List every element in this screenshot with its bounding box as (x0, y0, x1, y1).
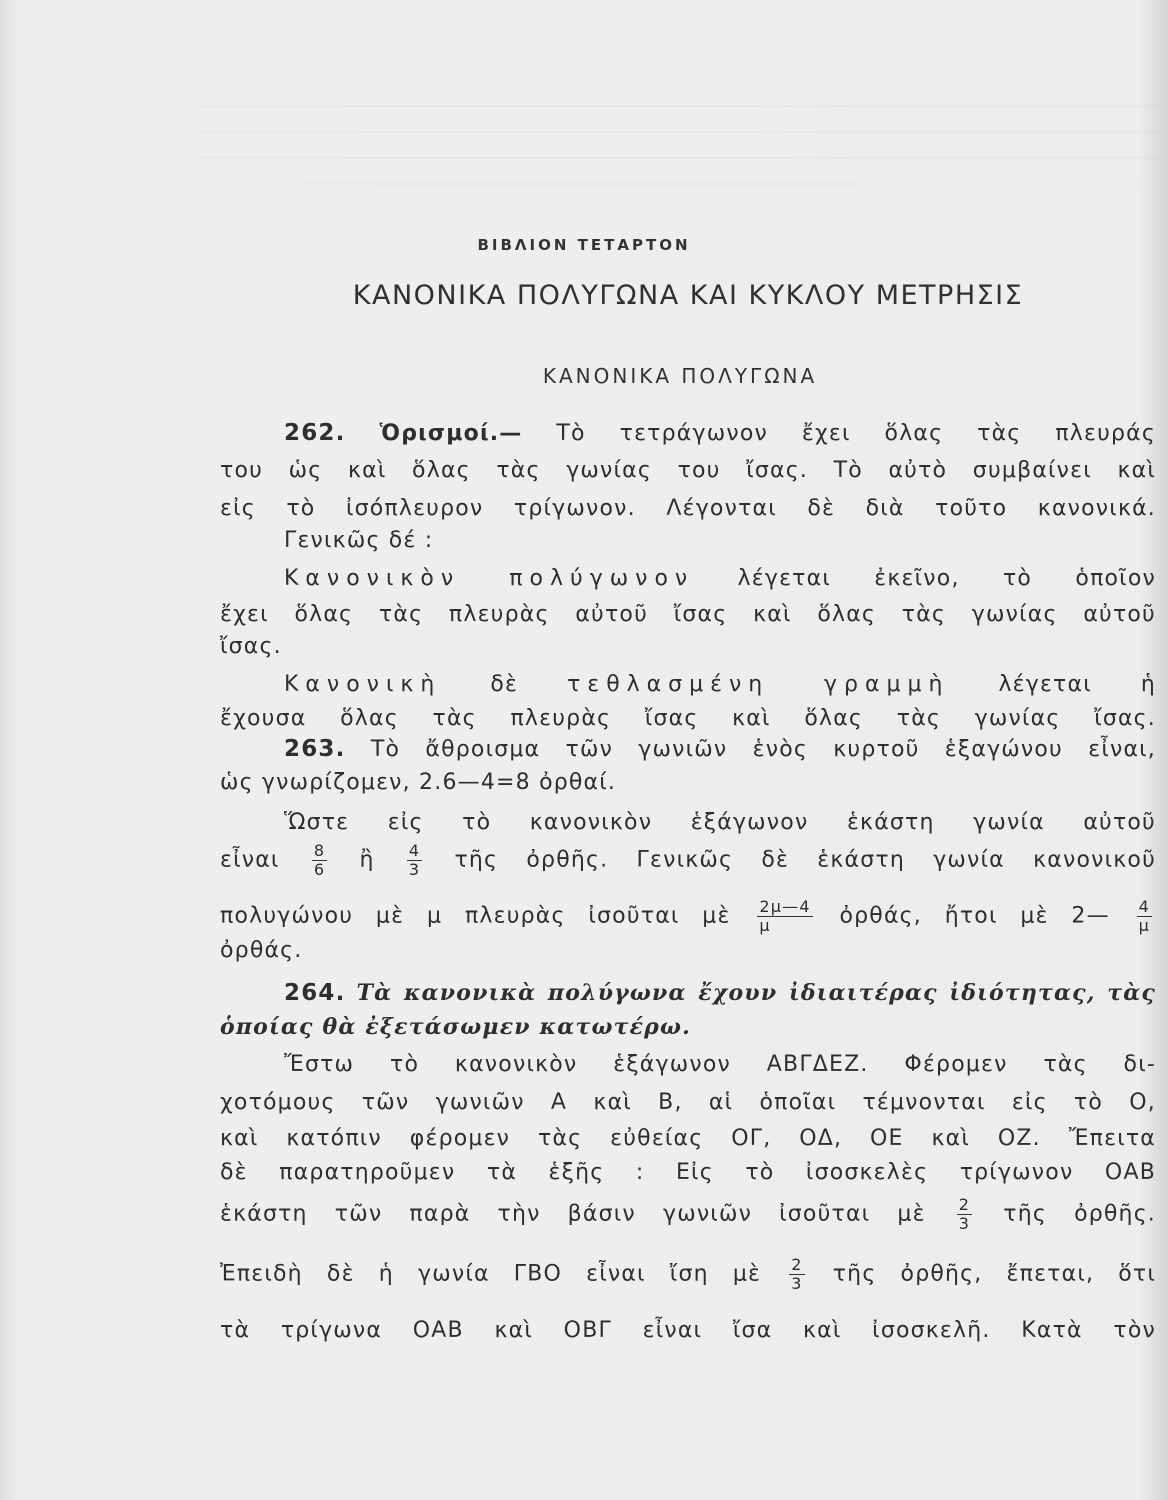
paragraph-264-line-1 (220, 978, 1156, 1009)
paragraph-264-line-9: τὰ τρίγωνα ΟΑΒ καὶ ΟΒΓ εἶναι ἴσα καὶ ἰσοσκελῆ. Κατὰ τὸν (220, 1318, 1156, 1343)
text-span: ἢ (359, 847, 375, 873)
denominator: 6 (313, 860, 326, 879)
theorem-statement: Τὰ κανονικὰ πολύγωνα ἔχουν ἰδιαιτέρας ἰδιότητας, τὰς (356, 980, 1156, 1006)
definition-term: Κανονικὴ (284, 672, 442, 697)
definition-term: τεθλασμένη γραμμὴ (567, 672, 950, 697)
text-span: πολυγώνου μὲ μ πλευρὰς ἰσοῦται μὲ (220, 903, 731, 929)
paragraph-264-line-5: καὶ κατόπιν φέρομεν τὰς εὐθείας ΟΓ, ΟΔ, ΟΕ καὶ ΟΖ. Ἔπειτα (220, 1126, 1156, 1151)
paragraph-263-line-6: ὀρθάς. (220, 938, 303, 963)
text-span: Ἐπειδὴ δὲ ἡ γωνία ΓΒΟ εἶναι ἴση μὲ (220, 1261, 762, 1287)
paragraph-264-line-6: δὲ παρατηροῦμεν τὰ ἑξῆς : Εἰς τὸ ἰσοσκελὲς τρίγωνον ΟΑΒ (220, 1160, 1156, 1185)
chapter-title: ΚΑΝΟΝΙΚΑ ΠΟΛΥΓΩΝΑ ΚΑΙ ΚΥΚΛΟΥ ΜΕΤΡΗΣΙΣ (352, 280, 1024, 311)
numerator: 2 (791, 1255, 803, 1274)
text-span: δὲ (490, 672, 519, 697)
paragraph-263-line-1 (220, 734, 1156, 765)
definition-term: Κανονικὸν πολύγωνον (284, 566, 695, 591)
text-span: ἑκάστη τῶν παρὰ τὴν βάσιν γωνιῶν ἰσοῦται μὲ (220, 1201, 926, 1227)
paragraph-262-line-4: Γενικῶς δέ : (284, 528, 434, 553)
numerator: 2μ—4 (759, 897, 811, 916)
text-span: εἶναι (220, 847, 280, 873)
fraction (789, 1256, 804, 1293)
paragraph-262-line-6: ἔχει ὅλας τὰς πλευρὰς αὐτοῦ ἴσας καὶ ὅλας τὰς γωνίας αὐτοῦ (220, 602, 1156, 627)
paragraph-264-line-7 (220, 1196, 1156, 1233)
paragraph-number: 262. (284, 420, 346, 446)
denominator: 3 (791, 1274, 803, 1293)
text-span: τῆς ὀρθῆς. (1003, 1201, 1156, 1227)
fraction (957, 1196, 972, 1233)
paragraph-262-line-7: ἴσας. (220, 634, 282, 659)
bleed-through-shadow (200, 105, 1160, 195)
paragraph-number: 263. (284, 736, 346, 762)
section-title: ΚΑΝΟΝΙΚΑ ΠΟΛΥΓΩΝΑ (542, 364, 818, 388)
numerator: 4 (1138, 897, 1150, 916)
paragraph-264-line-3: Ἔστω τὸ κανονικὸν ἑξάγωνον ΑΒΓΔΕΖ. Φέρομεν τὰς δι- (284, 1052, 1156, 1077)
paragraph-263-line-4 (220, 842, 1156, 879)
text-span: τῆς ὀρθῆς. Γενικῶς δὲ ἑκάστη γωνία κανονικοῦ (454, 847, 1157, 873)
text-span: ὀρθάς, ἤτοι μὲ 2— (839, 903, 1110, 929)
paragraph-263-line-3: Ὥστε εἰς τὸ κανονικὸν ἑξάγωνον ἑκάστη γωνία αὐτοῦ (284, 810, 1156, 835)
book-kicker: ΒΙΒΛΙΟΝ ΤΕΤΑΡΤΟΝ (477, 236, 691, 254)
paragraph-262-line-2: του ὡς καὶ ὅλας τὰς γωνίας του ἴσας. Τὸ αὐτὸ συμβαίνει καὶ (220, 458, 1156, 483)
fraction (407, 842, 422, 879)
fraction (312, 842, 327, 879)
paragraph-263-line-2: ὡς γνωρίζομεν, 2.6—4=8 ὀρθαί. (220, 770, 617, 795)
definition-polygon (220, 564, 1156, 594)
paragraph-264-line-8 (220, 1256, 1156, 1293)
fraction (757, 898, 812, 935)
numerator: 8 (313, 841, 326, 860)
text-span: τῆς ὀρθῆς, ἔπεται, ὅτι (832, 1261, 1157, 1287)
theorem-statement: ὁποίας θὰ ἐξετάσωμεν κατωτέρω. (220, 1014, 692, 1040)
definition-polyline (220, 670, 1156, 700)
paragraph-262-line-1 (220, 418, 1156, 449)
paragraph-264-line-4: χοτόμους τῶν γωνιῶν Α καὶ Β, αἱ ὁποῖαι τέμνονται εἰς τὸ Ο, (220, 1090, 1156, 1115)
fraction (1137, 898, 1152, 935)
paragraph-264-line-2 (220, 1012, 1156, 1043)
paragraph-number: 264. (284, 980, 346, 1006)
text-span: λέγεται ἐκεῖνο, τὸ ὁποῖον (737, 566, 1156, 591)
paragraph-262-line-9: ἔχουσα ὅλας τὰς πλευρὰς ἴσας καὶ ὅλας τὰς γωνίας ἴσας. (220, 706, 1156, 731)
numerator: 4 (408, 841, 421, 860)
numerator: 2 (958, 1195, 971, 1214)
paragraph-263-line-5 (220, 898, 1156, 935)
text-span: Τὸ ἄθροισμα τῶν γωνιῶν ἑνὸς κυρτοῦ ἑξαγώνου εἶναι, (370, 737, 1157, 762)
paragraph-262-line-3: εἰς τὸ ἰσόπλευρον τρίγωνον. Λέγονται δὲ διὰ τοῦτο κανονικά. (220, 496, 1156, 521)
text-span: λέγεται ἡ (998, 672, 1156, 697)
denominator: μ (759, 916, 771, 935)
denominator: 3 (958, 1214, 971, 1233)
denominator: μ (1138, 916, 1150, 935)
paragraph-heading: Ὁρισμοί.— (379, 421, 523, 446)
text-span: Τὸ τετράγωνον ἔχει ὅλας τὰς πλευράς (556, 421, 1156, 446)
denominator: 3 (408, 860, 421, 879)
